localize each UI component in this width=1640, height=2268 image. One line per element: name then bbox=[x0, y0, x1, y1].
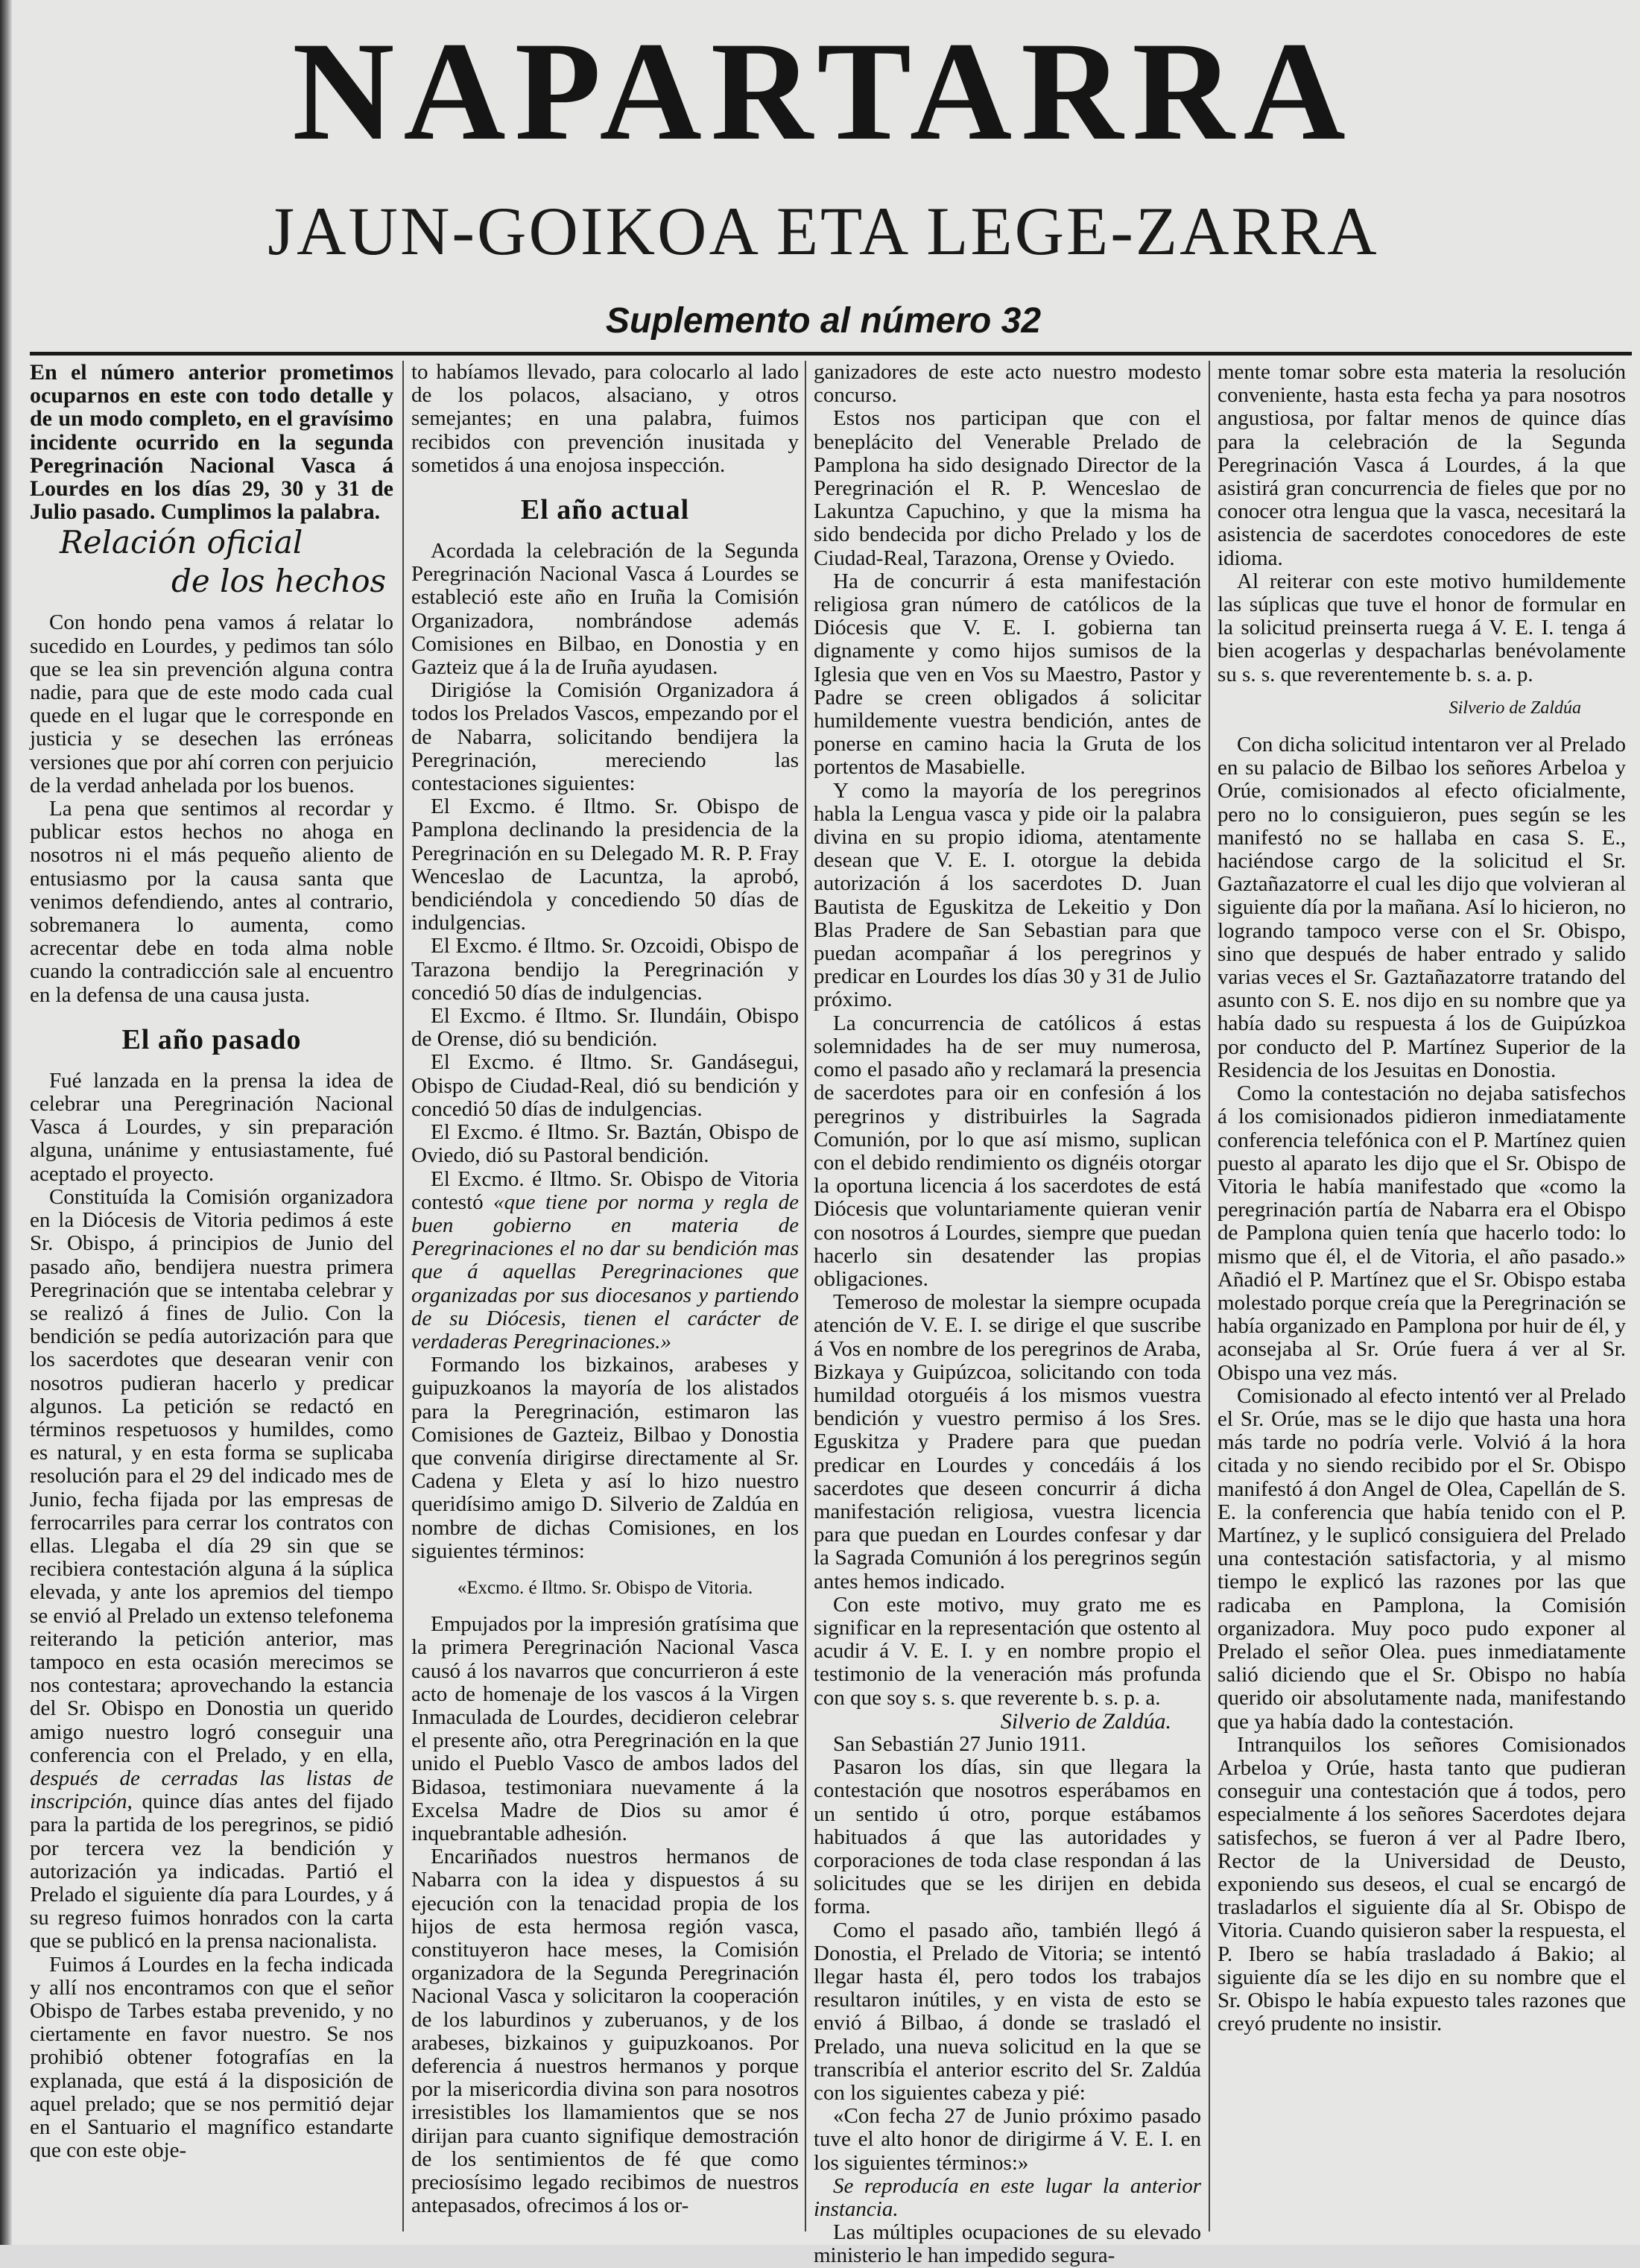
paragraph: Como la contestación no dejaba satisfechos á los comisionados pidieron inmediatamente conferencia telefónica con el P. Martínez quien puesto al aparato les dijo que el Sr. Obispo de Vitoria le había manifestado que «como la peregrinación partía de Nabarra era el Obispo de Pamplona quien tenía que hacerlo todo: lo mismo que él, el de Vitoria, el año pasado.» Añadió el P. Martínez que el Sr. Obispo estaba molestado porque creía que la Peregrinación se había organizado en Pamplona por huir de él, y aconsejaba al Sr. Orúe fuera á ver al Sr. Obispo una vez más. bbox=[1218, 1081, 1626, 1385]
column-divider bbox=[1209, 361, 1210, 2231]
paragraph: El Excmo. é Iltmo. Sr. Ozcoidi, Obispo de Tarazona bendijo la Peregrinación y concedió 50 días de indulgencias. bbox=[411, 934, 799, 1005]
paragraph: Con hondo pena vamos á relatar lo sucedido en Lourdes, y pedimos tan sólo que se lea sin prevención alguna contra nadie, para que de este modo cada cual quede en el lugar que le corresponde en justicia y se desechen las erróneas versiones que por ahí corren con perjuicio de la verdad anhelada por los buenos. bbox=[30, 610, 393, 797]
editor-note: Se reproducía en este lugar la anterior instancia. bbox=[814, 2173, 1201, 2222]
column-divider bbox=[805, 361, 806, 2231]
letter-salutation: «Excmo. é Iltmo. Sr. Obispo de Vitoria. bbox=[457, 1577, 753, 1598]
paragraph: Encariñados nuestros hermanos de Nabarra con la idea y dispuestos á su ejecución con la tenacidad propia de los hijos de esta hermosa región vasca, constituyeron hace meses, la Comisión organizadora de la Segunda Peregrinación Nacional Vasca y solicitaron la cooperación de los laburdinos y zuberuanos, y de los arabeses, bizkainos y guipuzkoanos. Por deferencia á nuestros hermanos y porque por la misericordia divina son para nosotros irresistibles los llamamientos que se nos dirijan para cuanto signifique demostración de los sentimientos de fé que como preciosísimo legado recibimos de nuestros antepasados, ofrecimos á los or- bbox=[411, 1845, 799, 2218]
paragraph: Y como la mayoría de los peregrinos habla la Lengua vasca y pide oir la palabra divina en su propio idioma, atentamente desean que V. E. I. otorgue la debida autorización á los sacerdotes D. Juan Bautista de Eguskitza de Lekeitio y Don Blas Pradere de San Sebastian para que puedan acompañar á los peregrinos y predicar en Lourdes los días 30 y 31 de Julio próximo. bbox=[814, 778, 1201, 1012]
paragraph: to habíamos llevado, para colocarlo al lado de los polacos, alsaciano, y otros semejantes; en una palabra, fuimos recibidos con prevención inusitada y sometidos á una enojosa inspección. bbox=[411, 360, 799, 477]
column-divider bbox=[402, 361, 404, 2231]
paragraph: Dirigióse la Comisión Organizadora á todos los Prelados Vascos, empezando por el de Nabarra, solicitando bendijera la Peregrinación, mereciendo las contestaciones siguientes: bbox=[411, 678, 799, 796]
paragraph: Comisionado al efecto intentó ver al Prelado el Sr. Orúe, mas se le dijo que hasta una hora más tarde no podría verle. Volvió á la hora citada y no siendo recibido por el Sr. Obispo manifestó á don Angel de Olea, Capellán de S. E. la conferencia que había tenido con el P. Martínez, y le suplicó consiguiera del Prelado una contestación satisfactoria, y al mismo tiempo le explicó las razones por las que radicaba en Pamplona, la Comisión organizadora. Muy poco pudo exponer al Prelado el señor Olea. pues inmediatamente salió diciendo que el Sr. Obispo no había querido oir absolutamente nada, manifestando que ya había dado la contestación. bbox=[1218, 1383, 1626, 1734]
paragraph: La concurrencia de católicos á estas solemnidades ha de ser muy numerosa, como el pasado año y reclamará la presencia de sacerdotes para oir en confesión á los peregrinos y distribuirles la Sagrada Comunión, por lo que así mismo, suplican con el debido rendimiento os dignéis otorgar la oportuna licencia á los sacerdotes de está Diócesis que voluntariamente quieran venir con nosotros á Lourdes, siempre que puedan hacerlo sin desatender las propias obligaciones. bbox=[814, 1011, 1201, 1291]
paragraph: El Excmo. é Iltmo. Sr. Baztán, Obispo de Oviedo, dió su Pastoral bendición. bbox=[411, 1120, 799, 1168]
paragraph: Formando los bizkainos, arabeses y guipuzkoanos la mayoría de los alistados para la Peregrinación, estimaron las Comisiones de Gazteiz, Bilbao y Donostia que convenía dirigirse directamente al Sr. Cadena y Eleta y así lo hizo nuestro queridísimo amigo D. Silverio de Zaldúa en nombre de dichas Comisiones, en los siguientes términos: bbox=[411, 1353, 799, 1563]
paragraph: mente tomar sobre esta materia la resolución conveniente, hasta esta fecha ya para nosotros angustiosa, por faltar menos de quince días para la celebración de la Segunda Peregrinación Vasca á Lourdes, á la que asistirá gran concurrencia de fieles que por no conocer otra lengua que la vasca, necesitará la asistencia de sacerdotes conocedores de este idioma. bbox=[1218, 360, 1626, 570]
paragraph bbox=[411, 1168, 799, 1354]
signature: Silverio de Zaldúa bbox=[1449, 698, 1581, 718]
column-4 bbox=[1218, 361, 1626, 2231]
paragraph: Las múltiples ocupaciones de su elevado ministerio le han impedido segura- bbox=[814, 2220, 1201, 2268]
supplement-label: Suplemento al número 32 bbox=[605, 301, 1042, 341]
paragraph: Fué lanzada en la prensa la idea de celebrar una Peregrinación Nacional Vasca á Lourdes, y sin preparación alguna, unánime y entusiastamente, fué aceptado el proyecto. bbox=[30, 1068, 393, 1186]
paragraph-text: quince días antes del fijado para la partida de los peregrinos, se pidió por tercera vez la bendición y autorización ya indicadas. Partió el Prelado el siguiente día para Lourdes, y á su regreso fuimos honrados con la carta que se publicó en la prensa nacionalista. bbox=[30, 1790, 393, 1953]
paragraph bbox=[30, 1186, 393, 1953]
paragraph: «Con fecha 27 de Junio próximo pasado tuve el alto honor de dirigirme á V. E. I. en los siguientes términos:» bbox=[814, 2104, 1201, 2175]
paragraph: ganizadores de este acto nuestro modesto concurso. bbox=[814, 360, 1201, 408]
paragraph: Con este motivo, muy grato me es significar en la representación que ostento al acudir á V. E. I. y en nombre propio el testimonio de la veneración más profunda con que soy s. s. que reverente b. s. p. a. bbox=[814, 1592, 1201, 1710]
paragraph: El Excmo. é Iltmo. Sr. Obispo de Pamplona declinando la presidencia de la Peregrinación en su Delegado M. R. P. Fray Wenceslao de Lacuntza, la aprobó, bendiciéndola y concediendo 50 días de indulgencias. bbox=[411, 795, 799, 935]
paragraph: Pasaron los días, sin que llegara la contestación que nosotros esperábamos en un sentido ú otro, porque estábamos habituados á que las autoridades y corporaciones de toda clase respondan á las solicitudes que se les dirijen en debida forma. bbox=[814, 1755, 1201, 1919]
section-heading-ano-actual: El año actual bbox=[520, 494, 690, 526]
paragraph: La pena que sentimos al recordar y publicar estos hechos no ahoga en nosotros ni el más pequeño aliento de entusiasmo por la causa santa que venimos defendiendo, antes al contrario, sobremanera lo aumenta, como acrecentar debe en toda alma noble cuando la contradicción sale al encuentro en la defensa de una causa justa. bbox=[30, 797, 393, 1007]
signature: Silverio de Zaldúa. bbox=[1000, 1708, 1171, 1734]
column-2 bbox=[411, 361, 799, 2231]
masthead-rule bbox=[30, 352, 1632, 356]
column-1 bbox=[30, 361, 393, 2231]
paragraph-text: Constituída la Comisión organizadora en la Diócesis de Vitoria pedimos á este Sr. Obispo, á principios de Junio del pasado año, bendijera nuestra primera Peregrinación que se intentaba celebrar y se realizó á fines de Julio. Con la bendición se pedía autorización para que los sacerdotes que desearan venir con nosotros pudieran hacerlo y predicar algunos. La petición se redactó en términos respetuosos y humildes, como es natural, y en esta forma se suplicaba resolución para el 29 del indicado mes de Junio, fecha fijada por las empresas de ferrocarriles para cerrar los contratos con ellas. Llegaba el día 29 sin que se recibiera contestación alguna á la súplica elevada, y ante los apremios del tiempo se envió al Prelado un extenso telefonema reiterando la petición anterior, mas tampoco en esta ocasión merecimos se nos contestara; aprovechando la estancia del Sr. Obispo en Donostia un querido amigo nuestro logró conseguir una conferencia con el Prelado, y en ella, bbox=[30, 1184, 394, 1767]
paragraph: El Excmo. é Iltmo. Sr. Ilundáin, Obispo de Orense, dió su bendición. bbox=[411, 1004, 799, 1052]
italic-quote: «que tiene por norma y regla de buen gobierno en materia de Peregrinaciones el no dar su bendición mas que á aquellas Peregrinaciones que organizadas por sus diocesanos y partiendo de su Diócesis, tienen el carácter de verdaderas Peregrinaciones.» bbox=[411, 1190, 800, 1353]
intro-paragraph: En el número anterior prometimos ocuparnos en este con todo detalle y de un modo completo, en el gravísimo incidente ocurrido en la segunda Peregrinación Nacional Vasca á Lourdes en los días 29, 30 y 31 de Julio pasado. Cumplimos la palabra. bbox=[30, 360, 393, 525]
paragraph: Empujados por la impresión gratísima que la primera Peregrinación Nacional Vasca causó á los navarros que concurrieron á este acto de homenaje de los vascos á la Virgen Inmaculada de Lourdes, decidieron celebrar el presente año, otra Peregrinación en la que unido el Pueblo Vasco de ambos lados del Bidasoa, testimoniara nuevamente á la Excelsa Madre de Dios su amor é inquebrantable adhesión. bbox=[411, 1612, 799, 1845]
heading-line: Relación oficial bbox=[60, 524, 303, 561]
paragraph: Estos nos participan que con el beneplácito del Venerable Prelado de Pamplona ha sido designado Director de la Peregrinación el R. P. Wenceslao de Lakuntza Capuchino, y que la misma ha sido bendecida por dicho Prelado y los de Ciudad-Real, Tarazona, Orense y Oviedo. bbox=[814, 406, 1201, 570]
heading-line: de los hechos bbox=[171, 563, 387, 600]
paragraph: Acordada la celebración de la Segunda Peregrinación Nacional Vasca á Lourdes se estableció este año en Iruña la Comisión Organizadora, nombrándose además Comisiones en Bilbao, en Donostia y en Gazteiz que á la de Iruña ayudasen. bbox=[411, 539, 799, 680]
scan-edge bbox=[0, 0, 12, 2245]
newspaper-title: NAPARTARRA bbox=[292, 13, 1355, 170]
paragraph: Ha de concurrir á esta manifestación religiosa gran número de católicos de la Diócesis que V. E. I. gobierna tan dignamente y como hijos sumisos de la Iglesia que ven en Vos su Maestro, Pastor y Padre se creen obligados á solicitar humildemente vuestra bendición, antes de ponerse en camino hacia la Gruta de los portentos de Masabielle. bbox=[814, 569, 1201, 780]
paragraph: Con dicha solicitud intentaron ver al Prelado en su palacio de Bilbao los señores Arbeloa y Orúe, comisionados al efecto oficialmente, pero no lo consiguieron, pues según se les manifestó no se hallaba en casa S. E., haciéndose cargo de la solicitud el Sr. Gaztañazatorre el cual les dijo que volvieran al siguiente día por la mañana. Así lo hicieron, no logrando tampoco verse con el Sr. Obispo, sino que después de haber entrado y salido varias veces el Sr. Gaztañazatorre tratando del asunto con S. E. nos dijo en su nombre que ya había dado su respuesta á los de Guipúzkoa por conducto del P. Martínez Superior de la Residencia de los Jesuitas en Donostia. bbox=[1218, 733, 1626, 1082]
paragraph: Al reiterar con este motivo humildemente las súplicas que tuve el honor de formular en la solicitud preinserta ruega á V. E. I. tenga á bien acogerlas y despacharlas benévolamente su s. s. que reverentemente b. s. a. p. bbox=[1218, 569, 1626, 686]
italic-phrase: después de cerradas las listas de inscripción, bbox=[30, 1766, 393, 1814]
paragraph: El Excmo. é Iltmo. Sr. Gandásegui, Obispo de Ciudad-Real, dió su bendición y concedió 50 días de indulgencias. bbox=[411, 1050, 799, 1121]
masthead bbox=[22, 13, 1624, 341]
paragraph: Intranquilos los señores Comisionados Arbeloa y Orúe, hasta tanto que pudieran conseguir una contestación que á todos, pero especialmente á los señores Sacerdotes dejara satisfechos, se fueron á ver al Padre Ibero, Rector de la Universidad de Deusto, exponiendo sus deseos, el cual se encargó de trasladarlos el siguiente día al Sr. Obispo de Vitoria. Cuando quisieron saber la respuesta, el P. Ibero se había trasladado á Bakio; al siguiente día se les dijo en su nombre que el Sr. Obispo le había expuesto tales razones que creyó prudente no insistir. bbox=[1218, 1732, 1626, 2036]
paragraph: Fuimos á Lourdes en la fecha indicada y allí nos encontramos con que el señor Obispo de Tarbes estaba prevenido, y no ciertamente en favor nuestro. Se nos prohibió obtener fotografías en la explanada, que está á la disposición de aquel prelado; que se nos permitió dejar en el Santuario el magnífico estandarte que con este obje- bbox=[30, 1952, 393, 2163]
paragraph: Temeroso de molestar la siempre ocupada atención de V. E. I. se dirige el que suscribe á Vos en nombre de los peregrinos de Araba, Bizkaya y Guipúzcoa, solicitando con toda humildad otorguéis á los mismos vuestra bendición y vuestro permiso á los Sres. Eguskitza y Pradere para que puedan predicar en Lourdes y concedáis á los sacerdotes que deseen concurrir á dicha manifestación religiosa, vuestra licencia para que puedan en Lourdes confesar y dar la Sagrada Comunión á los peregrinos según antes hemos indicado. bbox=[814, 1290, 1201, 1593]
newspaper-motto: JAUN-GOIKOA ETA LEGE-ZARRA bbox=[267, 193, 1379, 269]
article-columns bbox=[30, 360, 1632, 2268]
paragraph-text: El Excmo. é Iltmo. Sr. Obispo de Vitoria contestó bbox=[411, 1166, 799, 1214]
column-3 bbox=[814, 360, 1201, 2268]
section-heading-ano-pasado: El año pasado bbox=[121, 1023, 302, 1055]
section-heading-relacion bbox=[30, 523, 393, 601]
paragraph: Como el pasado año, también llegó á Donostia, el Prelado de Vitoria; se intentó llegar hasta él, pero todos los trabajos resultaron inútiles, y en vista de esto se envió á Bilbao, á donde se trasladó el Prelado, una nueva solicitud en la que se transcribía el anterior escrito del Sr. Zaldúa con los siguientes cabeza y pié: bbox=[814, 1918, 1201, 2106]
dateline: San Sebastián 27 Junio 1911. bbox=[833, 1731, 1086, 1756]
